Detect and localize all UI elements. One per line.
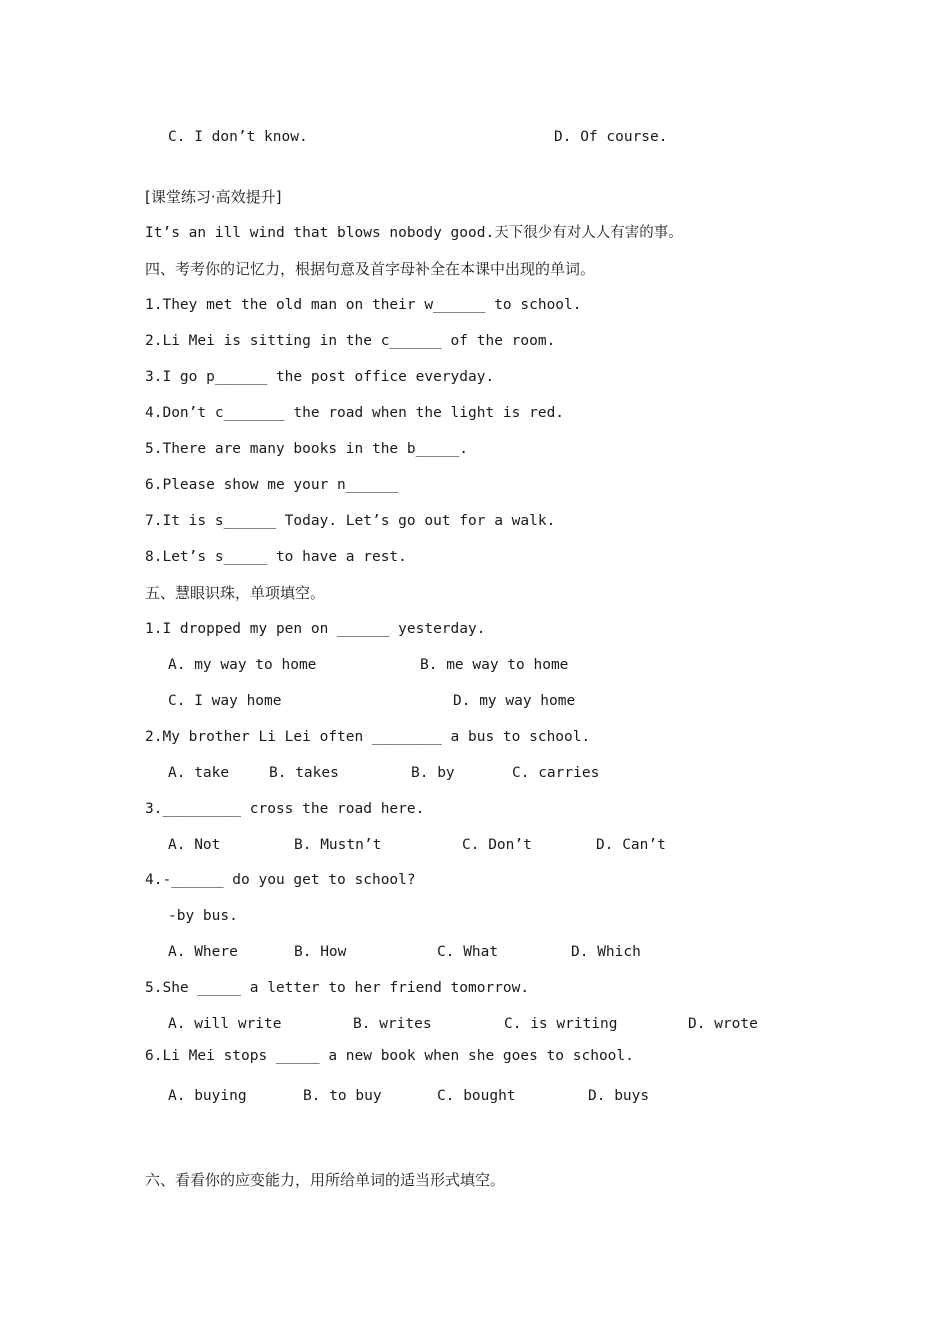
q6-option-c: C. bought (437, 1088, 516, 1104)
q4-option-d: D. Which (571, 944, 641, 960)
q3-option-c: C. Don’t (462, 837, 532, 853)
q3-option-b: B. Mustn’t (294, 837, 382, 853)
q1-option-a: A. my way to home (168, 657, 317, 673)
s4-item-2: 2.Li Mei is sitting in the c______ of the room. (145, 333, 556, 349)
section6-title: 六、看看你的应变能力，用所给单词的适当形式填空。 (145, 1171, 506, 1189)
s4-item-8: 8.Let’s s_____ to have a rest. (145, 549, 407, 565)
q5-option-d: D. wrote (688, 1016, 758, 1032)
q2-option-c: B. by (411, 765, 455, 781)
q4-option-a: A. Where (168, 944, 238, 960)
q1-option-b: B. me way to home (420, 657, 569, 673)
q3-stem: 3._________ cross the road here. (145, 801, 425, 817)
q3-option-a: A. Not (168, 837, 221, 853)
s4-item-6: 6.Please show me your n______ (145, 477, 399, 493)
section4-title: 四、考考你的记忆力，根据句意及首字母补全在本课中出现的单词。 (145, 260, 596, 278)
q5-option-a: A. will write (168, 1016, 282, 1032)
q1-option-c: C. I way home (168, 693, 282, 709)
proverb: It’s an ill wind that blows nobody good.天下很少有对人人有害的事。 (145, 225, 683, 241)
s4-item-4: 4.Don’t c_______ the road when the light is red. (145, 405, 565, 421)
q4-reply: -by bus. (168, 908, 238, 924)
q4-option-b: B. How (294, 944, 347, 960)
section5-title: 五、慧眼识珠，单项填空。 (145, 584, 326, 602)
q2-option-a: A. take (168, 765, 230, 781)
q1-option-d: D. my way home (453, 693, 576, 709)
q2-option-d: C. carries (512, 765, 600, 781)
q6-stem: 6.Li Mei stops _____ a new book when she goes to school. (145, 1048, 634, 1064)
q5-stem: 5.She _____ a letter to her friend tomorrow. (145, 980, 530, 996)
q1-stem: 1.I dropped my pen on ______ yesterday. (145, 621, 486, 637)
prev-option-c: C. I don’t know. (168, 129, 308, 145)
s4-item-3: 3.I go p______ the post office everyday. (145, 369, 495, 385)
q6-option-a: A. buying (168, 1088, 247, 1104)
s4-item-7: 7.It is s______ Today. Let’s go out for a walk. (145, 513, 556, 529)
q5-option-b: B. writes (353, 1016, 432, 1032)
q2-option-b: B. takes (269, 765, 339, 781)
q6-option-b: B. to buy (303, 1088, 382, 1104)
q6-option-d: D. buys (588, 1088, 650, 1104)
q2-stem: 2.My brother Li Lei often ________ a bus to school. (145, 729, 591, 745)
q4-stem: 4.-______ do you get to school? (145, 872, 416, 888)
classwork-heading: [课堂练习·高效提升] (145, 188, 282, 206)
q4-option-c: C. What (437, 944, 499, 960)
s4-item-1: 1.They met the old man on their w______ to school. (145, 297, 582, 313)
q5-option-c: C. is writing (504, 1016, 618, 1032)
q3-option-d: D. Can’t (596, 837, 666, 853)
s4-item-5: 5.There are many books in the b_____. (145, 441, 469, 457)
prev-option-d: D. Of course. (554, 129, 668, 145)
